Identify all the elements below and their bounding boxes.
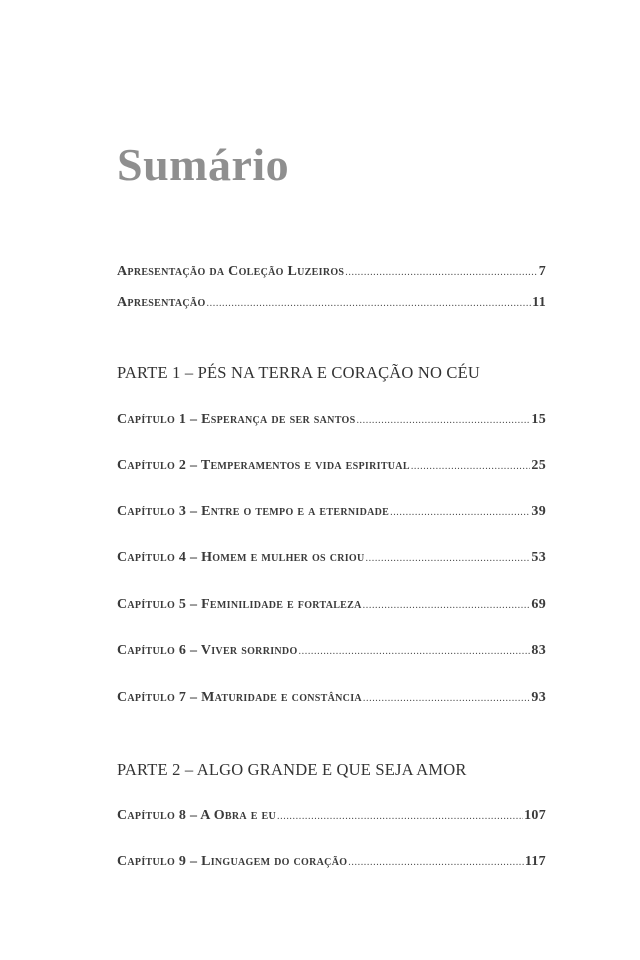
toc-entry-page: 93 bbox=[531, 690, 546, 705]
dot-leader bbox=[299, 642, 531, 662]
toc-entry-label: Capítulo 8 – A Obra e eu bbox=[117, 808, 277, 823]
toc-entry-label: Apresentação da Coleção Luzeiros bbox=[117, 264, 345, 279]
toc-entry-intro-collection bbox=[117, 262, 546, 282]
dot-leader bbox=[390, 503, 530, 523]
dot-leader bbox=[348, 853, 524, 873]
toc-entry-page: 7 bbox=[538, 264, 546, 279]
toc-entry-page: 53 bbox=[531, 550, 546, 565]
toc-entry-chapter-3 bbox=[117, 502, 546, 522]
dot-leader bbox=[411, 457, 531, 477]
dot-leader bbox=[363, 689, 530, 709]
toc-entry-chapter-8 bbox=[117, 806, 546, 826]
page-title: Sumário bbox=[117, 139, 290, 190]
toc-entry-label: Apresentação bbox=[117, 295, 206, 310]
toc-entry-chapter-1 bbox=[117, 410, 546, 430]
dot-leader bbox=[345, 263, 537, 283]
toc-entry-chapter-4 bbox=[117, 548, 546, 568]
toc-entry-label: Capítulo 6 – Viver sorrindo bbox=[117, 643, 298, 658]
toc-entry-chapter-7 bbox=[117, 688, 546, 708]
dot-leader bbox=[356, 411, 530, 431]
toc-entry-label: Capítulo 7 – Maturidade e constância bbox=[117, 690, 362, 705]
toc-entry-chapter-9 bbox=[117, 852, 546, 872]
part-2-heading: PARTE 2 – ALGO GRANDE E QUE SEJA AMOR bbox=[117, 760, 467, 779]
toc-entry-label: Capítulo 4 – Homem e mulher os criou bbox=[117, 550, 365, 565]
toc-entry-page: 107 bbox=[524, 808, 546, 823]
toc-entry-page: 83 bbox=[531, 643, 546, 658]
toc-entry-page: 25 bbox=[531, 458, 546, 473]
dot-leader bbox=[363, 596, 531, 616]
toc-entry-label: Capítulo 2 – Temperamentos e vida espiritual bbox=[117, 458, 410, 473]
toc-entry-page: 39 bbox=[531, 504, 546, 519]
toc-entry-chapter-2 bbox=[117, 456, 546, 476]
dot-leader bbox=[207, 294, 532, 314]
toc-entry-chapter-5 bbox=[117, 595, 546, 615]
toc-entry-chapter-6 bbox=[117, 641, 546, 661]
part-1-heading: PARTE 1 – PÉS NA TERRA E CORAÇÃO NO CÉU bbox=[117, 363, 480, 382]
toc-entry-page: 11 bbox=[532, 295, 546, 310]
toc-entry-label: Capítulo 1 – Esperança de ser santos bbox=[117, 412, 356, 427]
toc-entry-intro bbox=[117, 293, 546, 313]
toc-entry-label: Capítulo 9 – Linguagem do coração bbox=[117, 854, 348, 869]
dot-leader bbox=[366, 549, 531, 569]
toc-entry-label: Capítulo 5 – Feminilidade e fortaleza bbox=[117, 597, 362, 612]
toc-entry-page: 69 bbox=[531, 597, 546, 612]
toc-entry-label: Capítulo 3 – Entre o tempo e a eternidade bbox=[117, 504, 390, 519]
dot-leader bbox=[277, 807, 523, 827]
toc-entry-page: 15 bbox=[531, 412, 546, 427]
toc-entry-page: 117 bbox=[524, 854, 546, 869]
